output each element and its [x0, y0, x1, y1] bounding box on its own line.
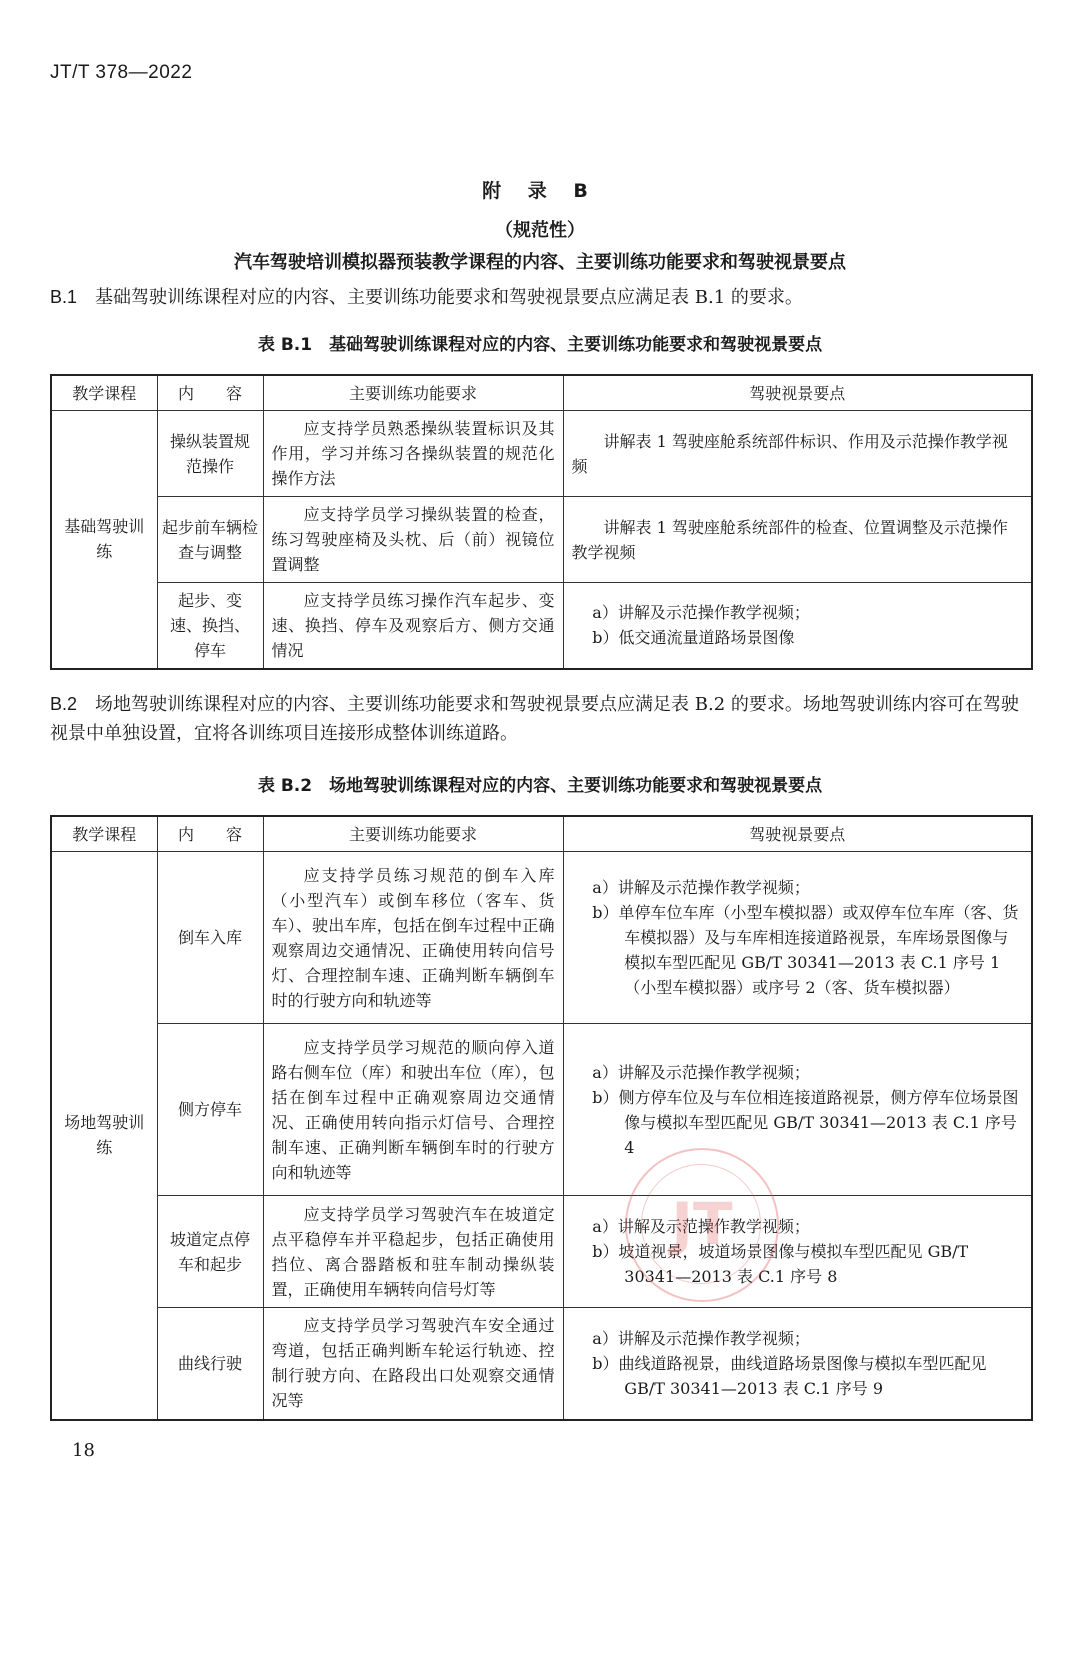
table-b1-title: 表 B.1 基础驾驶训练课程对应的内容、主要训练功能要求和驾驶视景要点	[257, 335, 823, 355]
table-row	[51, 1024, 1032, 1196]
content-cell: 操纵装置规范操作	[157, 411, 263, 497]
content-cell: 曲线行驶	[157, 1308, 263, 1420]
col-header-course: 教学课程	[51, 375, 157, 411]
scene-point-item: b）侧方停车位及与车位相连接道路视景，侧方停车位场景图像与模拟车型匹配见 GB/T 30341—2013 表 C.1 序号 4	[592, 1087, 1019, 1157]
course-cell: 场地驾驶训练	[51, 852, 157, 1420]
col-header-course: 教学课程	[51, 816, 157, 852]
scene-points-cell: 讲解表 1 驾驶座舱系统部件标识、作用及示范操作教学视频	[563, 411, 1032, 497]
requirement-cell: 应支持学员练习操作汽车起步、变速、换挡、停车及观察后方、侧方交通情况	[263, 583, 563, 669]
table-row	[51, 583, 1032, 669]
table-row	[51, 411, 1032, 497]
content-cell: 起步、变速、换挡、停车	[157, 583, 263, 669]
requirement-cell: 应支持学员学习操纵装置的检查，练习驾驶座椅及头枕、后（前）视镜位置调整	[263, 497, 563, 583]
scene-point-item: b）低交通流量道路场景图像	[592, 628, 795, 648]
table-row	[51, 852, 1032, 1024]
table-b2	[50, 815, 1033, 1421]
col-header-content: 内 容	[157, 816, 263, 852]
scene-point-item: a）讲解及示范操作教学视频；	[592, 603, 810, 623]
col-header-requirements: 主要训练功能要求	[263, 375, 563, 411]
col-header-requirements: 主要训练功能要求	[263, 816, 563, 852]
appendix-normative: （规范性）	[495, 220, 585, 241]
doc-id-header: JT/T 378—2022	[50, 62, 193, 83]
clause-b2-text: 场地驾驶训练课程对应的内容、主要训练功能要求和驾驶视景要点应满足表 B.2 的要求。场地驾驶训练内容可在驾驶视景中单独设置，宜将各训练项目连接形成整体训练道路。	[50, 694, 1019, 744]
col-header-scene-points: 驾驶视景要点	[563, 375, 1032, 411]
scene-point-item: a）讲解及示范操作教学视频；	[592, 1217, 810, 1236]
content-cell: 侧方停车	[157, 1024, 263, 1196]
scene-points-cell	[563, 583, 1032, 669]
col-header-content: 内 容	[157, 375, 263, 411]
requirement-cell: 应支持学员练习规范的倒车入库（小型汽车）或倒车移位（客车、货车）、驶出车库，包括在倒车过程中正确观察周边交通情况、正确使用转向信号灯、合理控制车速、正确判断车辆倒车时的行驶方向和轨迹等	[263, 852, 563, 1024]
scene-point-item: a）讲解及示范操作教学视频；	[592, 1328, 810, 1348]
jt-watermark-stamp	[625, 1148, 779, 1302]
appendix-title: 汽车驾驶培训模拟器预装教学课程的内容、主要训练功能要求和驾驶视景要点	[234, 252, 846, 273]
content-cell: 倒车入库	[157, 852, 263, 1024]
table-b1	[50, 374, 1033, 670]
requirement-cell: 应支持学员学习驾驶汽车在坡道定点平稳停车并平稳起步，包括正确使用挡位、离合器踏板和驻车制动操纵装置，正确使用车辆转向信号灯等	[263, 1196, 563, 1308]
table-header-row	[51, 375, 1032, 411]
requirement-cell: 应支持学员学习规范的顺向停入道路右侧车位（库）和驶出车位（库），包括在倒车过程中正确观察周边交通情况、正确使用转向指示灯信号、合理控制车速、正确判断车辆倒车时的行驶方向和轨迹等	[263, 1024, 563, 1196]
clause-b2	[50, 690, 1030, 748]
table-row	[51, 497, 1032, 583]
clause-b1	[50, 283, 1030, 312]
content-cell: 坡道定点停车和起步	[157, 1196, 263, 1308]
table-row	[51, 1308, 1032, 1420]
clause-b1-text: 基础驾驶训练课程对应的内容、主要训练功能要求和驾驶视景要点应满足表 B.1 的要求。	[95, 287, 803, 308]
clause-b2-number: B.2	[50, 694, 78, 714]
scene-points-cell	[563, 1308, 1032, 1420]
scene-point-item: b）曲线道路视景，曲线道路场景图像与模拟车型匹配见 GB/T 30341—2013 表 C.1 序号 9	[592, 1353, 987, 1398]
scene-points-cell: 讲解表 1 驾驶座舱系统部件的检查、位置调整及示范操作教学视频	[563, 497, 1032, 583]
scene-point-item: b）坡道视景，坡道场景图像与模拟车型匹配见 GB/T 30341—2013 表 C.1 序号 8	[592, 1242, 969, 1286]
scene-point-item: a）讲解及示范操作教学视频；	[592, 878, 810, 897]
table-header-row	[51, 816, 1032, 852]
requirement-cell: 应支持学员熟悉操纵装置标识及其作用，学习并练习各操纵装置的规范化操作方法	[263, 411, 563, 497]
course-cell: 基础驾驶训练	[51, 411, 157, 669]
col-header-scene-points: 驾驶视景要点	[563, 816, 1032, 852]
scene-points-cell	[563, 1024, 1032, 1196]
content-cell: 起步前车辆检查与调整	[157, 497, 263, 583]
table-b2-title: 表 B.2 场地驾驶训练课程对应的内容、主要训练功能要求和驾驶视景要点	[257, 776, 823, 796]
appendix-label: 附 录 B	[482, 180, 598, 202]
scene-point-item: a）讲解及示范操作教学视频；	[592, 1062, 810, 1082]
scene-point-item: b）单停车位车库（小型车模拟器）或双停车位车库（客、货车模拟器）及与车库相连接道路视景，车库场景图像与模拟车型匹配见 GB/T 30341—2013 表 C.1 序号 1（小型车模拟器）或序号 2（客、货车模拟器）	[592, 903, 1019, 997]
clause-b1-number: B.1	[50, 287, 78, 307]
stamp-text: JT	[671, 1190, 733, 1258]
table-row	[51, 1196, 1032, 1308]
requirement-cell: 应支持学员学习驾驶汽车安全通过弯道，包括正确判断车轮运行轨迹、控制行驶方向、在路段出口处观察交通情况等	[263, 1308, 563, 1420]
scene-points-cell	[563, 852, 1032, 1024]
page-number: 18	[72, 1440, 95, 1461]
